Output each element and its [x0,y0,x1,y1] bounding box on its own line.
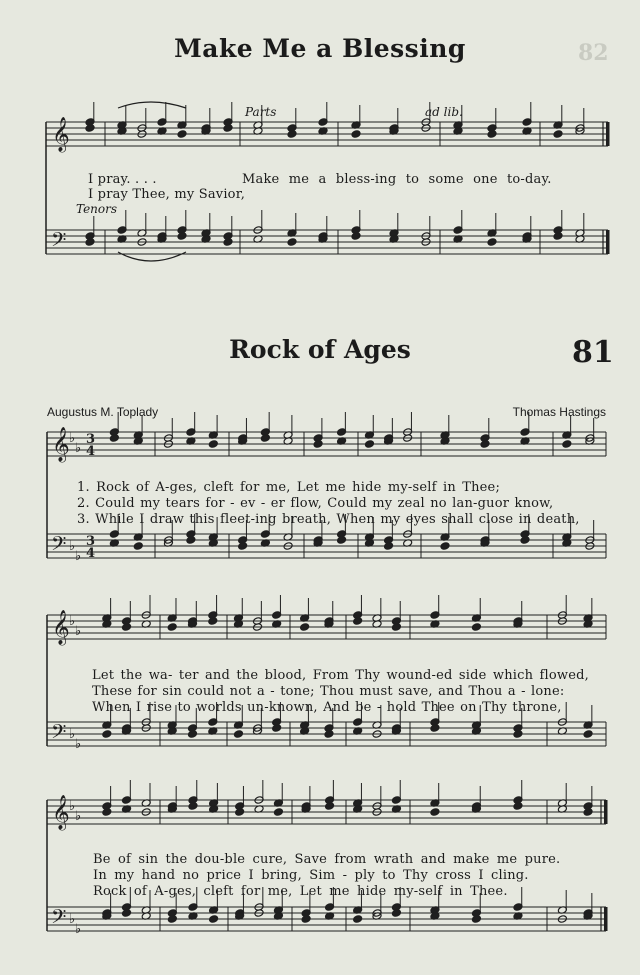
key-signature-flat: ♭ [69,727,76,742]
final-bar-line [606,230,610,254]
note-head [122,623,132,632]
note-head [430,724,440,733]
final-bar-line [606,122,610,146]
note-head [471,915,481,924]
note-head [260,434,270,443]
parts-marking: Parts [245,105,277,119]
bass-clef: 𝄢 [51,720,67,748]
note-head [109,434,119,443]
note-head [177,232,187,241]
composer-credit: Thomas Hastings [512,405,606,419]
note-head [167,623,177,632]
note-head [487,238,497,247]
treble-clef: 𝄞 [52,610,70,645]
final-bar-line [604,907,608,931]
time-signature: 4 [86,444,96,459]
note-head [300,623,310,632]
note-head [188,730,198,739]
lyric-line-1b: Make me a bless-ing to some one to-day. [242,172,552,187]
key-signature-flat: ♭ [69,799,76,814]
note-head [364,440,374,449]
note-head [353,915,363,924]
time-signature: 4 [86,546,96,561]
note-head [562,440,572,449]
verse-line: In my hand no price I bring, Sim - ply to Thy cross I cling. [93,868,529,883]
treble-clef: 𝄞 [52,427,70,462]
bass-clef: 𝄢 [51,228,67,256]
tenors-marking: Tenors [76,202,118,216]
note-head [167,915,177,924]
note-head [208,440,218,449]
key-signature-flat: ♭ [69,539,76,554]
note-head [102,730,112,739]
note-head [391,909,401,918]
note-head [272,724,282,733]
verse-line: These for sin could not a - tone; Thou must save, and Thou a - lone: [92,684,565,699]
key-signature-flat: ♭ [75,737,82,752]
note-head [177,130,187,139]
note-head [188,802,198,811]
note-head [480,440,490,449]
verse-line: 2. Could my tears for - ev - er flow, Could my zeal no lan-guor know, [77,496,554,511]
time-signature: 3 [86,534,96,549]
note-head [513,730,523,739]
verse-line: Rock of A-ges, cleft for me, Let me hide my-self in Thee. [93,884,508,899]
hymn-title-make-me-a-blessing: Make Me a Blessing [174,34,466,63]
note-head [85,238,95,247]
hymn-title-rock-of-ages: Rock of Ages [229,335,411,364]
bass-clef: 𝄢 [51,532,67,560]
verse-line: 3. While I draw this fleet-ing breath, When my eyes shall close in death, [77,512,580,527]
note-head [102,808,112,817]
key-signature-flat: ♭ [69,431,76,446]
treble-clef: 𝄞 [52,117,70,152]
note-head [440,542,450,551]
key-signature-flat: ♭ [75,441,82,456]
note-head [583,808,593,817]
note-head [487,130,497,139]
note-head [553,232,563,241]
note-head [273,808,283,817]
note-head [223,238,233,247]
author-credit: Augustus M. Toplady [47,405,159,419]
note-head [122,909,132,918]
key-signature-flat: ♭ [75,922,82,937]
note-head [208,617,218,626]
note-head [301,915,311,924]
note-head [391,623,401,632]
note-head [233,730,243,739]
verse-line: When I rise to worlds un-known, And be - hold Thee on Thy throne, [92,700,562,715]
slur [118,252,186,261]
note-head [235,808,245,817]
note-head [209,915,219,924]
key-signature-flat: ♭ [75,809,82,824]
verse-line: Be of sin the dou-ble cure, Save from wrath and make me pure. [93,852,561,867]
note-head [513,802,523,811]
note-head [287,130,297,139]
note-head [238,542,248,551]
note-head [186,536,196,545]
lyric-line-1a: I pray. . . . [88,172,157,187]
lyric-line-2: I pray Thee, my Savior, [88,187,246,202]
key-signature-flat: ♭ [75,624,82,639]
note-head [223,124,233,133]
note-head [287,238,297,247]
note-head [520,536,530,545]
time-signature: 3 [86,432,96,447]
note-head [351,232,361,241]
verse-line: 1. Rock of A-ges, cleft for me, Let me hide my-self in Thee; [77,480,501,495]
bleed-through-page-number: 82 [578,40,609,66]
slur [118,102,186,108]
note-head [384,542,394,551]
note-head [351,130,361,139]
note-head [337,536,347,545]
verse-line: Let the wa- ter and the blood, From Thy wound-ed side which flowed, [92,668,589,683]
hymn-number: 81 [572,335,614,370]
bass-clef: 𝄢 [51,905,67,933]
note-head [313,440,323,449]
note-head [430,808,440,817]
note-head [583,730,593,739]
note-head [553,130,563,139]
key-signature-flat: ♭ [69,912,76,927]
note-head [133,542,143,551]
note-head [471,623,481,632]
note-head [324,730,334,739]
ad-lib-marking: ad lib. [425,105,463,119]
final-bar-line [604,800,608,824]
note-head [85,124,95,133]
key-signature-flat: ♭ [75,549,82,564]
treble-clef: 𝄞 [52,795,70,830]
note-head [325,802,335,811]
note-head [353,617,363,626]
key-signature-flat: ♭ [69,614,76,629]
